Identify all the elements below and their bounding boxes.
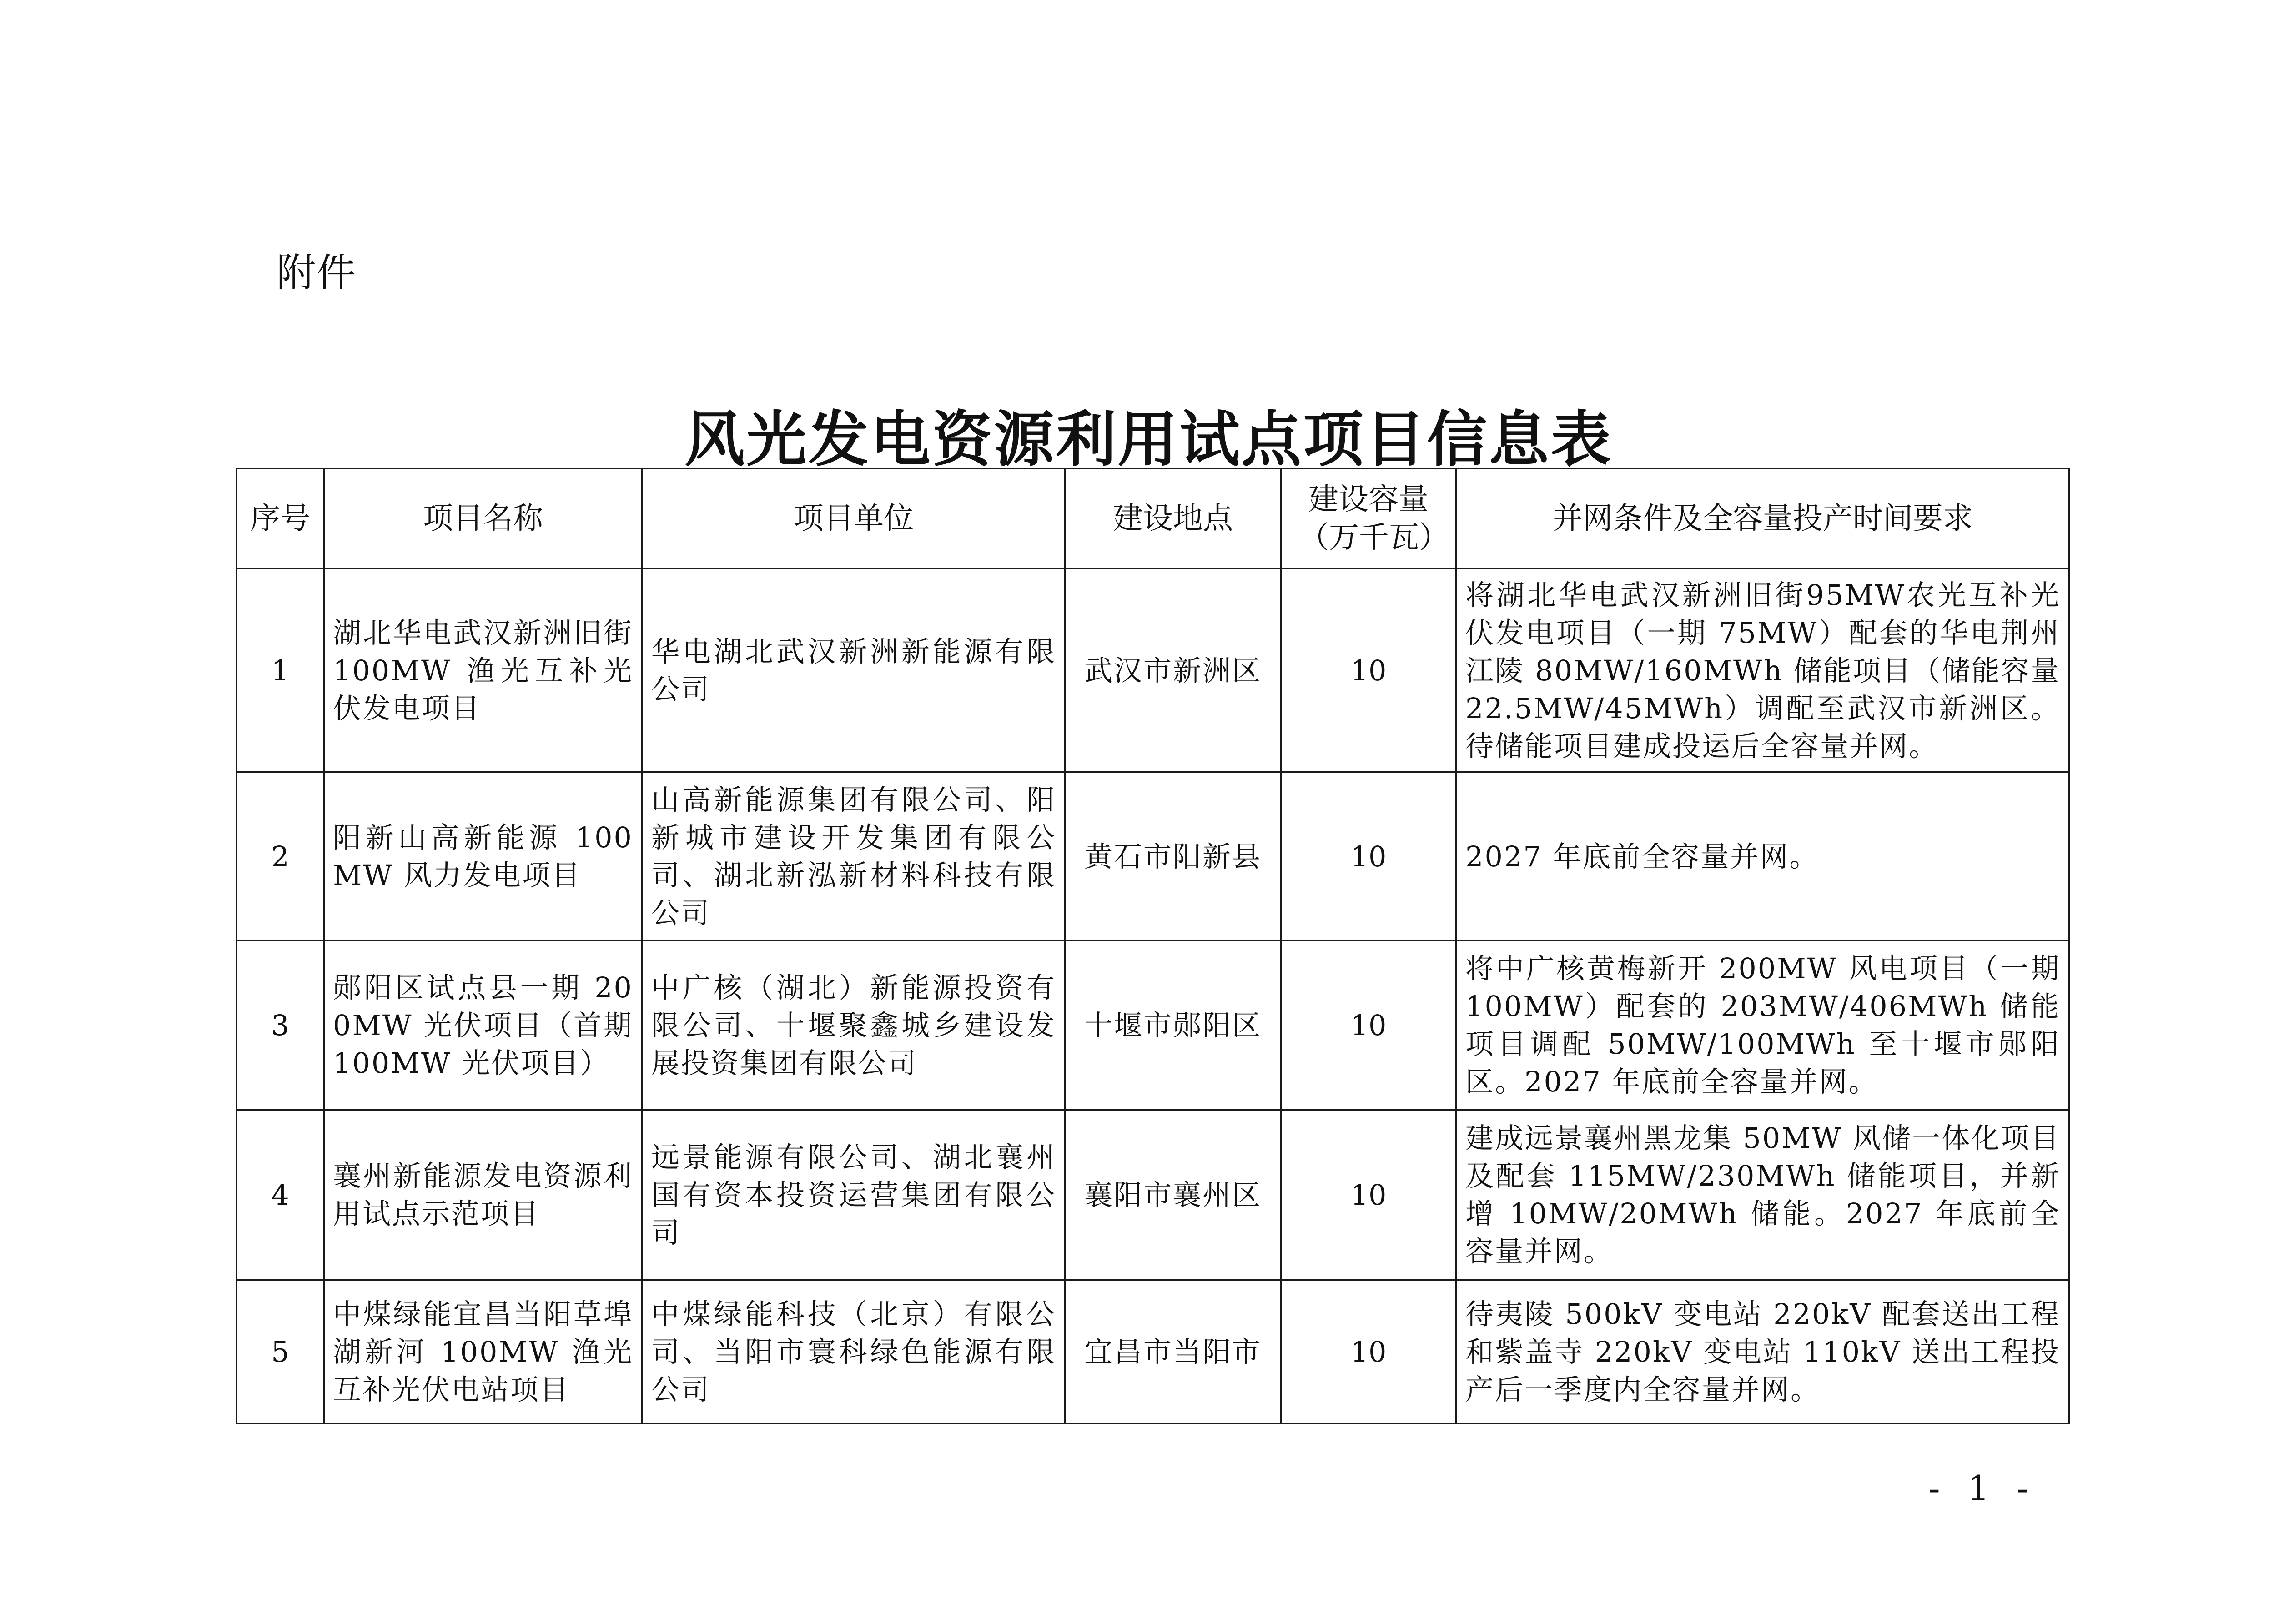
row-project-name: 郧阳区试点县一期 200MW 光伏项目（首期 100MW 光伏项目）	[324, 940, 642, 1110]
row-project-name: 中煤绿能宜昌当阳草埠湖新河 100MW 渔光互补光伏电站项目	[324, 1280, 642, 1423]
row-company: 华电湖北武汉新洲新能源有限公司	[642, 568, 1065, 772]
header-location: 建设地点	[1065, 468, 1281, 568]
row-project-name: 阳新山高新能源 100MW 风力发电项目	[324, 772, 642, 940]
header-requirements: 并网条件及全容量投产时间要求	[1456, 468, 2069, 568]
table-row	[236, 772, 2069, 940]
row-requirements: 将中广核黄梅新开 200MW 风电项目（一期 100MW）配套的 203MW/406MWh 储能项目调配 50MW/100MWh 至十堰市郧阳区。2027 年底前全容量并网。	[1456, 940, 2069, 1110]
project-info-table	[236, 468, 2070, 1424]
row-capacity: 10	[1281, 1280, 1456, 1423]
row-company: 山高新能源集团有限公司、阳新城市建设开发集团有限公司、湖北新泓新材料科技有限公司	[642, 772, 1065, 940]
row-capacity: 10	[1281, 772, 1456, 940]
row-capacity: 10	[1281, 568, 1456, 772]
row-location: 武汉市新洲区	[1065, 568, 1281, 772]
row-company: 远景能源有限公司、湖北襄州国有资本投资运营集团有限公司	[642, 1110, 1065, 1280]
row-location: 黄石市阳新县	[1065, 772, 1281, 940]
document-title: 风光发电资源利用试点项目信息表	[684, 404, 1613, 475]
header-capacity: 建设容量（万千瓦）	[1281, 468, 1456, 568]
row-capacity: 10	[1281, 1110, 1456, 1280]
row-requirements: 将湖北华电武汉新洲旧街95MW农光互补光伏发电项目（一期 75MW）配套的华电荆州江陵 80MW/160MWh 储能项目（储能容量 22.5MW/45MWh）调配至武汉市新洲区。待储能项目建成投运后全容量并网。	[1456, 568, 2069, 772]
header-project-name: 项目名称	[324, 468, 642, 568]
row-index: 3	[236, 940, 324, 1110]
row-location: 宜昌市当阳市	[1065, 1280, 1281, 1423]
table-row	[236, 1280, 2069, 1423]
row-company: 中煤绿能科技（北京）有限公司、当阳市寰科绿色能源有限公司	[642, 1280, 1065, 1423]
row-requirements: 2027 年底前全容量并网。	[1456, 772, 2069, 940]
row-index: 2	[236, 772, 324, 940]
attachment-label: 附件	[277, 250, 357, 296]
row-requirements: 待夷陵 500kV 变电站 220kV 配套送出工程和紫盖寺 220kV 变电站 110kV 送出工程投产后一季度内全容量并网。	[1456, 1280, 2069, 1423]
row-location: 十堰市郧阳区	[1065, 940, 1281, 1110]
table-row	[236, 1110, 2069, 1280]
table-row	[236, 568, 2069, 772]
row-company: 中广核（湖北）新能源投资有限公司、十堰聚鑫城乡建设发展投资集团有限公司	[642, 940, 1065, 1110]
table-header-row	[236, 468, 2069, 568]
row-index: 5	[236, 1280, 324, 1423]
row-index: 1	[236, 568, 324, 772]
header-index: 序号	[236, 468, 324, 568]
row-requirements: 建成远景襄州黑龙集 50MW 风储一体化项目及配套 115MW/230MWh 储能项目，并新增 10MW/20MWh 储能。2027 年底前全容量并网。	[1456, 1110, 2069, 1280]
row-index: 4	[236, 1110, 324, 1280]
page-number: - 1 -	[1928, 1468, 2037, 1508]
row-project-name: 襄州新能源发电资源利用试点示范项目	[324, 1110, 642, 1280]
row-location: 襄阳市襄州区	[1065, 1110, 1281, 1280]
row-project-name: 湖北华电武汉新洲旧街 100MW 渔光互补光伏发电项目	[324, 568, 642, 772]
header-company: 项目单位	[642, 468, 1065, 568]
table-row	[236, 940, 2069, 1110]
row-capacity: 10	[1281, 940, 1456, 1110]
